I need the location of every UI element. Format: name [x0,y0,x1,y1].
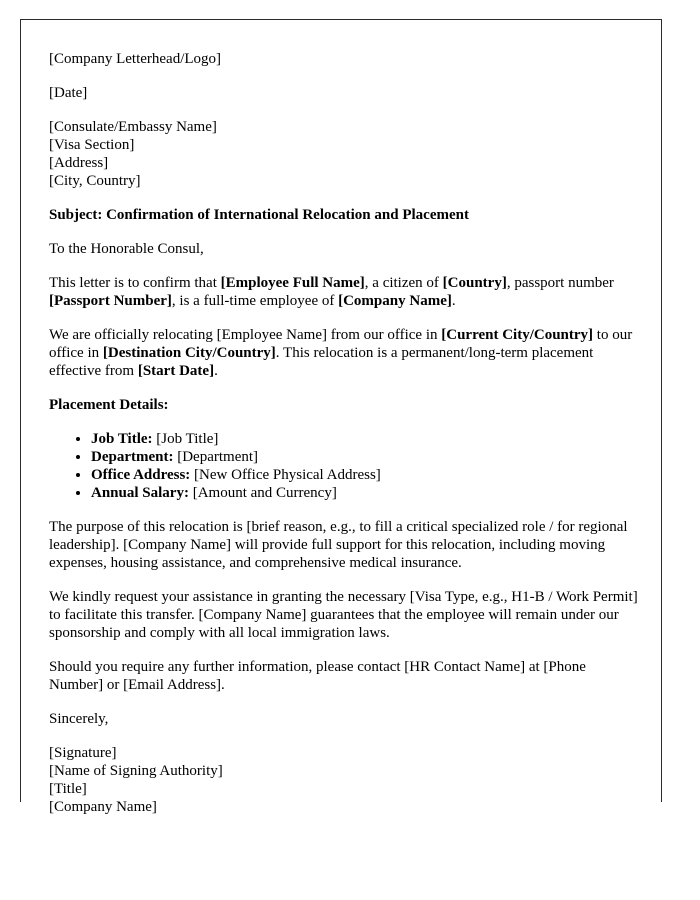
recipient-address-block [49,118,639,190]
para-purpose: The purpose of this relocation is [brief reason, e.g., to fill a critical specialized role / for regional leadership]. [Company Name] will provide full support for this relocation, including moving expenses, housing assistance, and comprehensive medical insurance. [49,519,628,571]
signature-line-name: [Name of Signing Authority] [49,763,223,779]
placement-item-job-title: • Job Title: [Job Title] [91,430,639,448]
recipient-line-visa-section: [Visa Section] [49,137,135,153]
para-relocation: We are officially relocating [Employee Name] from our office in [Current City/Country] to our office in [Destination City/Country]. This relocation is a permanent/long-term placement effective from [Start Date]. [49,327,633,379]
recipient-line-city-country: [City, Country] [49,173,141,189]
para-confirmation: This letter is to confirm that [Employee Full Name], a citizen of [Country], passport number [Passport Number], is a full-time employee of [Company Name]. [49,275,614,309]
letter-document [20,19,662,815]
placement-item-annual-salary: • Annual Salary: [Amount and Currency] [91,484,639,502]
signature-line-signature: [Signature] [49,745,117,761]
letterhead-placeholder: [Company Letterhead/Logo] [49,51,222,67]
recipient-line-consulate: [Consulate/Embassy Name] [49,119,217,135]
signature-line-title: [Title] [49,781,87,797]
date-placeholder: [Date] [49,85,88,101]
signature-line-company: [Company Name] [49,799,157,815]
closing: Sincerely, [49,711,109,727]
para-contact: Should you require any further information, please contact [HR Contact Name] at [Phone Number] or [Email Address]. [49,659,586,693]
placement-details-list [49,430,639,502]
placement-item-department: • Department: [Department] [91,448,639,466]
signature-block [49,744,639,816]
subject-line: Subject: Confirmation of International Relocation and Placement [49,207,469,223]
recipient-line-address: [Address] [49,155,109,171]
placement-details-heading: Placement Details: [49,397,169,413]
para-visa-request: We kindly request your assistance in granting the necessary [Visa Type, e.g., H1-B / Work Permit] to facilitate this transfer. [Company Name] guarantees that the employee will remain under our sponsorship and comply with all local immigration laws. [49,589,638,641]
placement-item-office-address: • Office Address: [New Office Physical Address] [91,466,639,484]
salutation: To the Honorable Consul, [49,241,204,257]
